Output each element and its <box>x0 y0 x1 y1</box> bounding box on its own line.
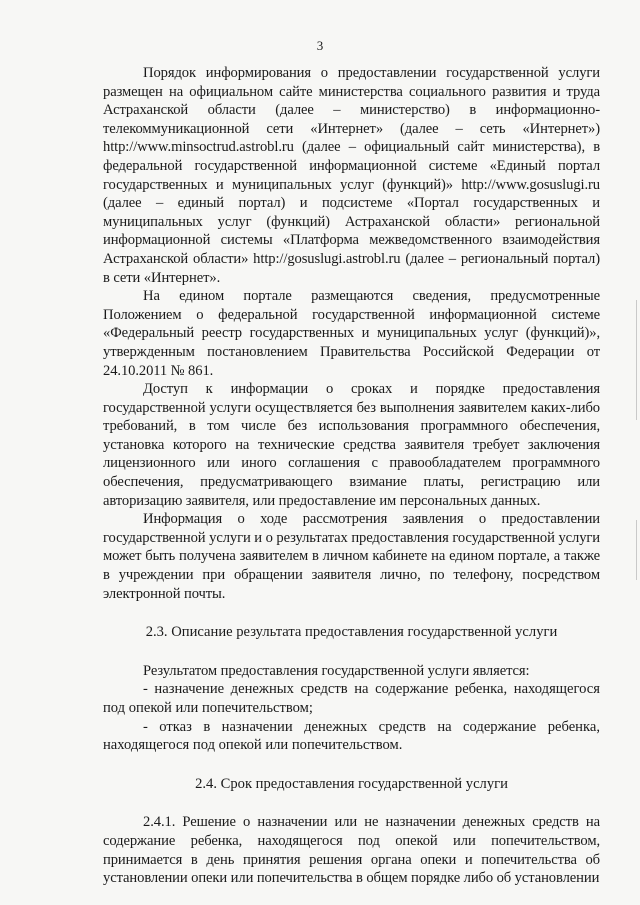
page-number: 3 <box>316 38 324 53</box>
paragraph-access-info: Доступ к информации о сроках и порядке предоставления государственной услуги осуществляется без выполнения заявителем каких-либо требований, в том числе без использования программного обеспечения, установка которого на технические средства заявителя требует заключения лицензионного или иного соглашения с правообладателем программного обеспечения, предусматривающего взимание платы, регистрацию или авторизацию заявителя, или предоставление им персональных данных. <box>103 381 600 509</box>
section-2-4-heading: 2.4. Срок предоставления государственной услуги <box>195 775 508 792</box>
paragraph-progress-info: Информация о ходе рассмотрения заявления о предоставлении государственной услуги и о результатах предоставления государственной услуги может быть получена заявителем в личном кабинете на едином портале, а также в учреждении при обращении заявителя лично, по телефону, посредством электронной почты. <box>103 511 600 602</box>
section-2-3-heading: 2.3. Описание результата предоставления государственной услуги <box>145 624 558 641</box>
paragraph-informing-order: Порядок информирования о предоставлении государственной услуги размещен на официальном сайте министерства социального развития и труда Астраханской области (далее – министерство) в информационно-телекоммуникационной сети «Интернет» (далее – сеть «Интернет») http://www.minsoctrud.astrobl.ru (далее – официальный сайт министерства), в федеральной государственной информационной системе «Единый портал государственных и муниципальных услуг (функций)» http://www.gosuslugi.ru (далее – единый портал) и подсистеме «Портал государственных и муниципальных услуг (функций) Астраханской области» региональной информационной системы «Платформа межведомственного взаимодействия Астраханской области» http://gosuslugi.astrobl.ru (далее – региональный портал) в сети «Интернет». <box>103 65 600 286</box>
list-item-refusal: - отказ в назначении денежных средств на содержание ребенка, находящегося под опекой или попечительством. <box>103 718 600 754</box>
section-2-3-intro: Результатом предоставления государственной услуги является: <box>143 662 530 679</box>
scan-edge-mark <box>636 300 637 420</box>
list-item-assignment: - назначение денежных средств на содержание ребенка, находящегося под опекой или попечительством; <box>103 681 600 716</box>
scan-edge-mark <box>636 520 637 580</box>
paragraph-unified-portal: На едином портале размещаются сведения, предусмотренные Положением о федеральной государственной информационной системе «Федеральный реестр государственных и муниципальных услуг (функций)», утвержденным постановлением Правительства Российской Федерации от 24.10.2011 № 861. <box>103 288 600 379</box>
document-body <box>103 64 600 888</box>
section-2-4-1-paragraph: 2.4.1. Решение о назначении или не назначении денежных средств на содержание ребенка, находящегося под опекой или попечительством, принимается в день принятия решения органа опеки и попечительства об установлении опеки или попечительства в общем порядке либо об установлении <box>103 814 600 887</box>
